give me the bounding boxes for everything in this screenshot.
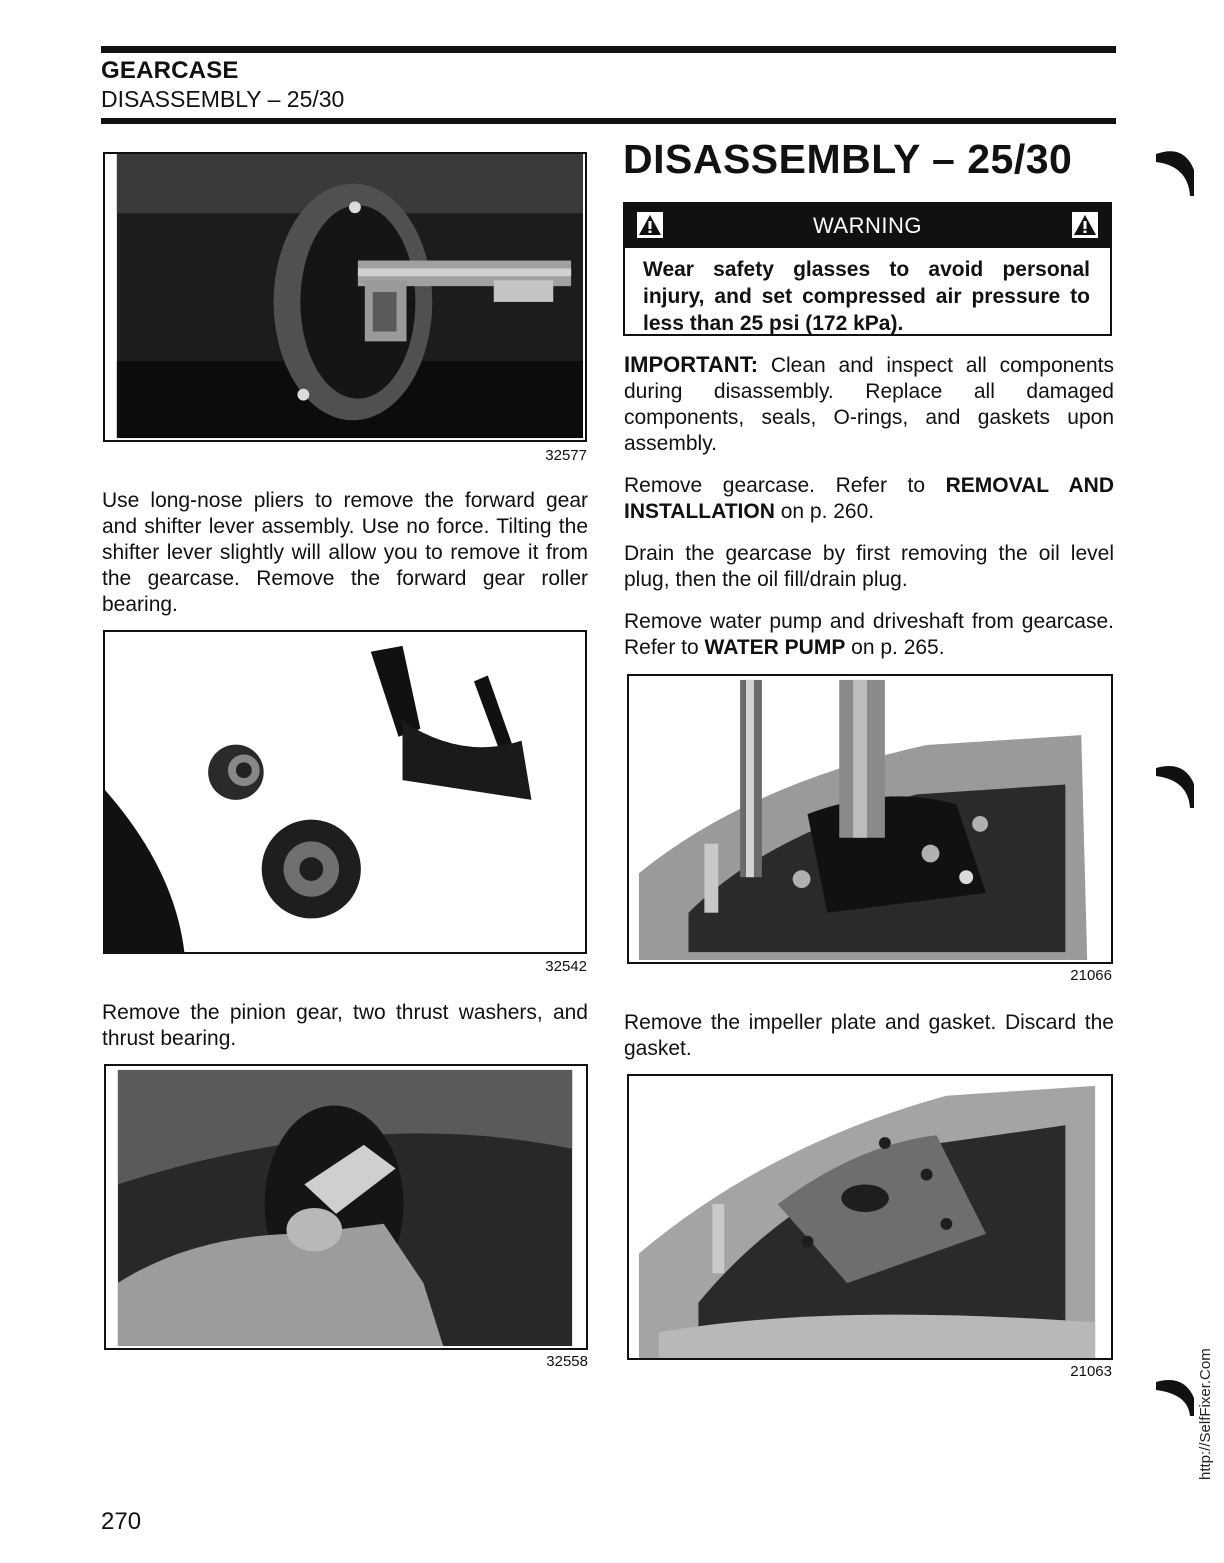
figure-number-21066: 21066 <box>1070 967 1112 984</box>
watermark: http://SelfFixer.Com <box>1197 1348 1214 1480</box>
text-fragment: on p. 265. <box>845 636 945 659</box>
important-label: IMPORTANT: <box>624 352 759 377</box>
figure-impeller-plate-removal <box>627 1074 1113 1360</box>
text-fragment: Remove water pump and driveshaft from gearcase. Refer to <box>624 610 1114 659</box>
warning-triangle-icon <box>1072 212 1098 238</box>
binder-mark-middle <box>1150 752 1202 812</box>
warning-header <box>625 204 1110 248</box>
warning-label: WARNING <box>812 213 922 238</box>
paragraph-remove-gearcase <box>624 473 1114 525</box>
figure-pinion-gear-removal <box>104 1064 588 1350</box>
header-subsection: DISASSEMBLY – 25/30 <box>101 86 345 112</box>
figure-number-32558: 32558 <box>546 1353 588 1370</box>
reference-water-pump: WATER PUMP <box>704 636 846 659</box>
figure-number-21063: 21063 <box>1070 1363 1112 1380</box>
paragraph-remove-impeller-plate: Remove the impeller plate and gasket. Discard the gasket. <box>624 1011 1114 1060</box>
reference-removal-installation: REMOVAL AND INSTALLATION <box>624 474 1114 523</box>
paragraph-remove-forward-gear: Use long-nose pliers to remove the forward gear and shifter lever assembly. Use no force. Tilting the shifter lever slightly will allow you to remove it from the gearcase. Remove the forward gear roller bearing. <box>102 489 588 616</box>
text-fragment: Remove gearcase. Refer to <box>624 474 946 497</box>
header-rule-bottom <box>101 118 1116 124</box>
warning-text: Wear safety glasses to avoid personal injury, and set compressed air pressure to less than 25 psi (172 kPa). <box>643 258 1090 335</box>
page-title: DISASSEMBLY – 25/30 <box>623 136 1073 182</box>
text-fragment: on p. 260. <box>774 500 875 523</box>
binder-mark-top <box>1150 140 1202 200</box>
paragraph-remove-pinion-gear: Remove the pinion gear, two thrust washers, and thrust bearing. <box>102 1001 588 1050</box>
warning-box <box>623 202 1112 336</box>
important-text: Clean and inspect all components during disassembly. Replace all damaged components, seals, O-rings, and gaskets upon assembly. <box>624 354 1114 455</box>
figure-number-32542: 32542 <box>545 958 587 975</box>
header-rule-top <box>101 46 1116 53</box>
page-number: 270 <box>101 1508 142 1535</box>
header-section: GEARCASE <box>101 57 239 84</box>
figure-pliers-forward-gear <box>103 152 587 442</box>
figure-number-32577: 32577 <box>545 447 587 464</box>
figure-gear-parts <box>103 630 587 954</box>
figure-water-pump-removal <box>627 674 1113 964</box>
paragraph-drain-gearcase: Drain the gearcase by first removing the oil level plug, then the oil fill/drain plug. <box>624 542 1114 591</box>
binder-mark-bottom <box>1150 1366 1202 1426</box>
paragraph-important <box>624 352 1114 457</box>
paragraph-remove-water-pump <box>624 609 1114 661</box>
